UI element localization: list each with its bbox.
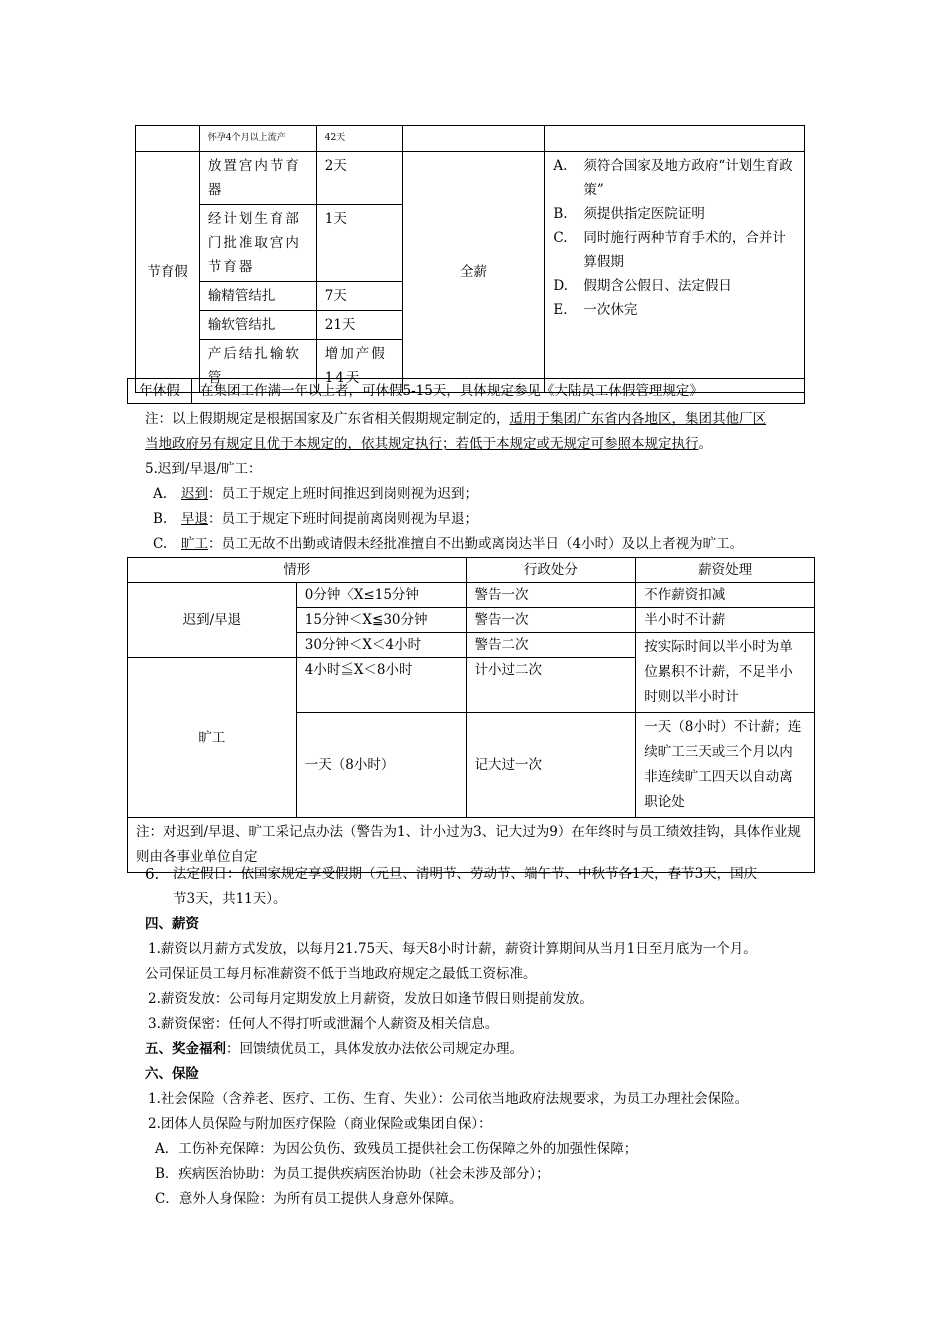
iud-notes xyxy=(545,152,805,393)
list-item: B. 早退：员工于规定下班时间提前离岗则视为早退； xyxy=(153,511,478,527)
leave-item: 放置宫内节育器 xyxy=(199,152,316,205)
list-item: C. 旷工：员工无故不出勤或请假未经批准擅自不出勤或离岗达半日（4小时）及以上者视为旷工。 xyxy=(153,536,744,552)
leave-table xyxy=(135,125,805,393)
pay-handling: 一天（8小时）不计薪；连续旷工三天或三个月以内非连续旷工四天以自动离职论处 xyxy=(636,713,815,818)
leave-item: 产后结扎输软管 xyxy=(199,340,316,393)
leave-note: 注：以上假期规定是根据国家及广东省相关假期规定制定的，适用于集团广东省内各地区，集团其他厂区 xyxy=(145,411,766,427)
penalty-note: 注：对迟到/早退、旷工采记点办法（警告为1、计小过为3、记大过为9）在年终时与员工绩效挂钩，具体作业规则由各事业单位自定 xyxy=(128,818,815,873)
leave-item: 输软管结扎 xyxy=(199,311,316,340)
leave-item: 经计划生育部门批准取宫内节育器 xyxy=(199,205,316,282)
table-row xyxy=(136,152,805,205)
salary-heading: 四、薪资 xyxy=(145,916,199,932)
table-row xyxy=(128,583,815,608)
leave-days: 增加产假14天 xyxy=(316,340,402,393)
column-header: 薪资处理 xyxy=(636,558,815,583)
leave-days: 42天 xyxy=(316,126,402,152)
pay-handling: 半小时不计薪 xyxy=(636,608,815,633)
time-range: 15分钟＜X≦30分钟 xyxy=(296,608,466,633)
admin-penalty: 计小过二次 xyxy=(466,658,636,713)
admin-penalty: 警告一次 xyxy=(466,608,636,633)
section-6-text-cont: 节3天，共11天）。 xyxy=(173,891,287,907)
salary-p1: 1.薪资以月薪方式发放，以每月21.75天、每天8小时计薪，薪资计算期间从当月1日至月底为一个月。 xyxy=(148,941,757,957)
list-item: A. 须符合国家及地方政府“计划生育政策” xyxy=(553,158,793,198)
annual-leave-text: 在集团工作满一年以上者，可休假5-15天，具体规定参见《大陆员工休假管理规定》 xyxy=(192,379,805,404)
leave-days: 2天 xyxy=(316,152,402,205)
leave-days: 1天 xyxy=(316,205,402,282)
salary-p2: 2.薪资发放：公司每月定期发放上月薪资，发放日如逢节假日则提前发放。 xyxy=(148,991,593,1007)
time-range: 一天（8小时） xyxy=(296,713,466,818)
admin-penalty: 警告二次 xyxy=(466,633,636,658)
leave-days: 7天 xyxy=(316,282,402,311)
list-item: C. 同时施行两种节育手术的，合并计算假期 xyxy=(553,230,786,270)
list-item: D. 假期含公假日、法定假日 xyxy=(553,278,732,294)
time-range: 30分钟＜X＜4小时 xyxy=(296,633,466,658)
list-item: A. 迟到：员工于规定上班时间推迟到岗则视为迟到； xyxy=(153,486,478,502)
salary-p3: 3.薪资保密：任何人不得打听或泄漏个人薪资及相关信息。 xyxy=(148,1016,499,1032)
column-header: 情形 xyxy=(128,558,467,583)
section-6-text: 法定假日：依国家规定享受假期（元旦、清明节、劳动节、端午节、中秋节各1天，春节3天，国庆 xyxy=(173,866,758,882)
leave-days: 21天 xyxy=(316,311,402,340)
insurance-item-c: C．意外人身保险：为所有员工提供人身意外保障。 xyxy=(155,1191,463,1207)
insurance-p2: 2.团体人员保险与附加医疗保险（商业保险或集团自保）： xyxy=(148,1116,492,1132)
bonus-paragraph: 五、奖金福利：回馈绩优员工，具体发放办法依公司规定办理。 xyxy=(145,1041,523,1057)
section-title: 5.迟到/早退/旷工： xyxy=(145,461,262,477)
pay-type: 全薪 xyxy=(402,152,545,393)
penalty-table xyxy=(127,557,815,873)
insurance-heading: 六、保险 xyxy=(145,1066,199,1082)
leave-item: 怀孕4个月以上流产 xyxy=(199,126,316,152)
admin-penalty: 记大过一次 xyxy=(466,713,636,818)
list-item: B. 须提供指定医院证明 xyxy=(553,206,705,222)
late-label: 迟到/早退 xyxy=(128,583,297,658)
pay-handling: 不作薪资扣减 xyxy=(636,583,815,608)
annual-leave-label: 年休假 xyxy=(128,379,192,404)
salary-p1-cont: 公司保证员工每月标准薪资不低于当地政府规定之最低工资标准。 xyxy=(145,966,537,982)
absent-label: 旷工 xyxy=(128,658,297,818)
column-header: 行政处分 xyxy=(466,558,636,583)
insurance-item-a: A．工伤补充保障：为因公负伤、致残员工提供社会工伤保障之外的加强性保障； xyxy=(155,1141,638,1157)
section-6-number: 6. xyxy=(145,865,160,883)
leave-note-cont: 当地政府另有规定且优于本规定的，依其规定执行；若低于本规定或无规定可参照本规定执行。 xyxy=(145,436,712,452)
time-range: 4小时≦X＜8小时 xyxy=(296,658,466,713)
time-range: 0分钟〈X≤15分钟 xyxy=(296,583,466,608)
admin-penalty: 警告一次 xyxy=(466,583,636,608)
list-item: E. 一次休完 xyxy=(553,302,638,318)
table-row xyxy=(128,558,815,583)
table-row xyxy=(136,126,805,152)
iud-leave-label: 节育假 xyxy=(136,152,200,393)
pay-handling: 按实际时间以半小时为单位累积不计薪，不足半小时则以半小时计 xyxy=(636,633,815,713)
insurance-item-b: B．疾病医治协助：为员工提供疾病医治协助（社会未涉及部分）； xyxy=(155,1166,550,1182)
annual-leave-table xyxy=(127,378,805,404)
leave-item: 输精管结扎 xyxy=(199,282,316,311)
table-row xyxy=(128,379,805,404)
insurance-p1: 1.社会保险（含养老、医疗、工伤、生育、失业）：公司依当地政府法规要求，为员工办理社会保险。 xyxy=(148,1091,749,1107)
